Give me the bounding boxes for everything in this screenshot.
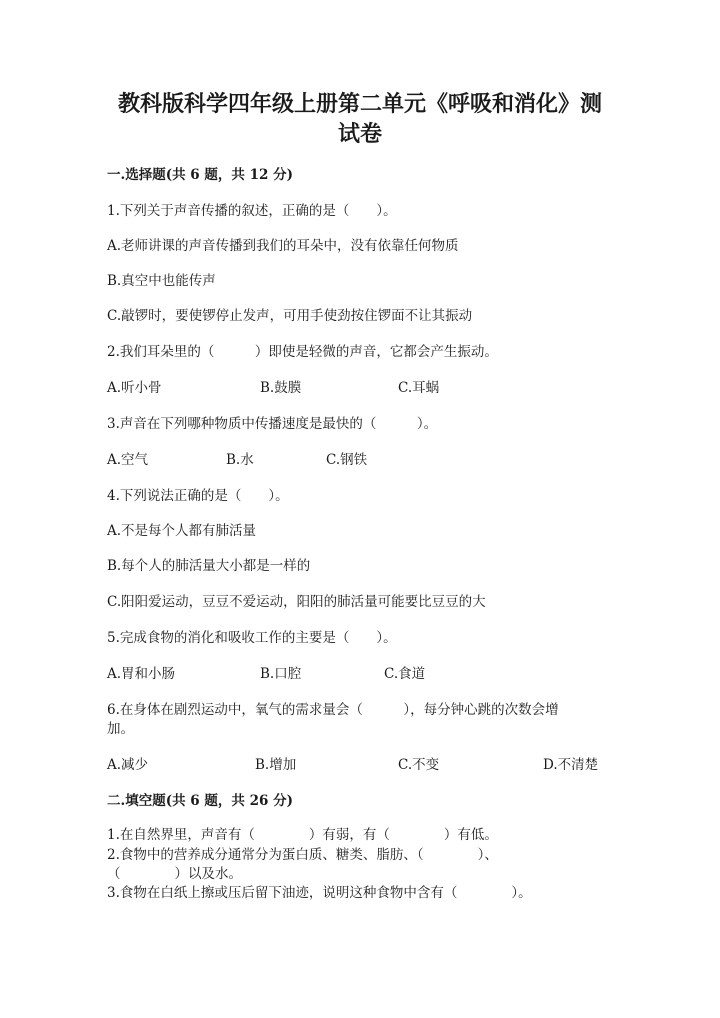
q2-stem: 2.我们耳朵里的（ ）即使是轻微的声音，它都会产生振动。 <box>107 344 498 360</box>
q2-option-b: B.鼓膜 <box>260 380 302 396</box>
q4-option-b: B.每个人的肺活量大小都是一样的 <box>107 558 311 574</box>
q5-stem: 5.完成食物的消化和吸收工作的主要是（ ）。 <box>107 630 397 646</box>
q6-stem-line1: 6.在身体在剧烈运动中，氧气的需求量会（ ），每分钟心跳的次数会增 <box>107 702 559 718</box>
q6-option-d: D.不清楚 <box>543 757 599 773</box>
q6-option-a: A.减少 <box>107 757 149 773</box>
fill-q2-line1: 2.食物中的营养成分通常分为蛋白质、糖类、脂肪、（ ）、 <box>107 847 498 863</box>
q1-option-b: B.真空中也能传声 <box>107 273 216 289</box>
fill-q2-line2: （ ）以及水。 <box>107 866 242 882</box>
q6-option-b: B.增加 <box>255 757 297 773</box>
section1-heading: 一.选择题(共 6 题，共 12 分) <box>107 167 293 183</box>
q2-option-c: C.耳蜗 <box>398 380 440 396</box>
q3-stem: 3.声音在下列哪种物质中传播速度是最快的（ ）。 <box>107 416 438 432</box>
section2-heading: 二.填空题(共 6 题，共 26 分) <box>107 793 293 809</box>
q4-option-c: C.阳阳爱运动，豆豆不爱运动，阳阳的肺活量可能要比豆豆的大 <box>107 594 486 610</box>
q3-option-b: B.水 <box>226 452 254 468</box>
q5-option-a: A.胃和小肠 <box>107 666 176 682</box>
q1-option-c: C.敲锣时，要使锣停止发声，可用手使劲按住锣面不让其振动 <box>107 308 473 324</box>
q5-option-b: B.口腔 <box>260 666 302 682</box>
q1-stem: 1.下列关于声音传播的叙述，正确的是（ ）。 <box>107 203 397 219</box>
q2-option-a: A.听小骨 <box>107 380 162 396</box>
q5-option-c: C.食道 <box>384 666 426 682</box>
q6-stem-line2: 加。 <box>107 721 134 737</box>
q4-stem: 4.下列说法正确的是（ ）。 <box>107 488 289 504</box>
fill-q3: 3.食物在白纸上擦或压后留下油迹，说明这种食物中含有（ ）。 <box>107 885 532 901</box>
q1-option-a: A.老师讲课的声音传播到我们的耳朵中，没有依靠任何物质 <box>107 238 459 254</box>
q4-option-a: A.不是每个人都有肺活量 <box>107 523 257 539</box>
fill-q1: 1.在自然界里，声音有（ ）有弱，有（ ）有低。 <box>107 827 498 843</box>
q3-option-c: C.钢铁 <box>326 452 368 468</box>
q6-option-c: C.不变 <box>398 757 440 773</box>
page-title-line1: 教科版科学四年级上册第二单元《呼吸和消化》测 <box>117 91 602 117</box>
page-title-line2: 试卷 <box>337 121 382 147</box>
q3-option-a: A.空气 <box>107 452 149 468</box>
